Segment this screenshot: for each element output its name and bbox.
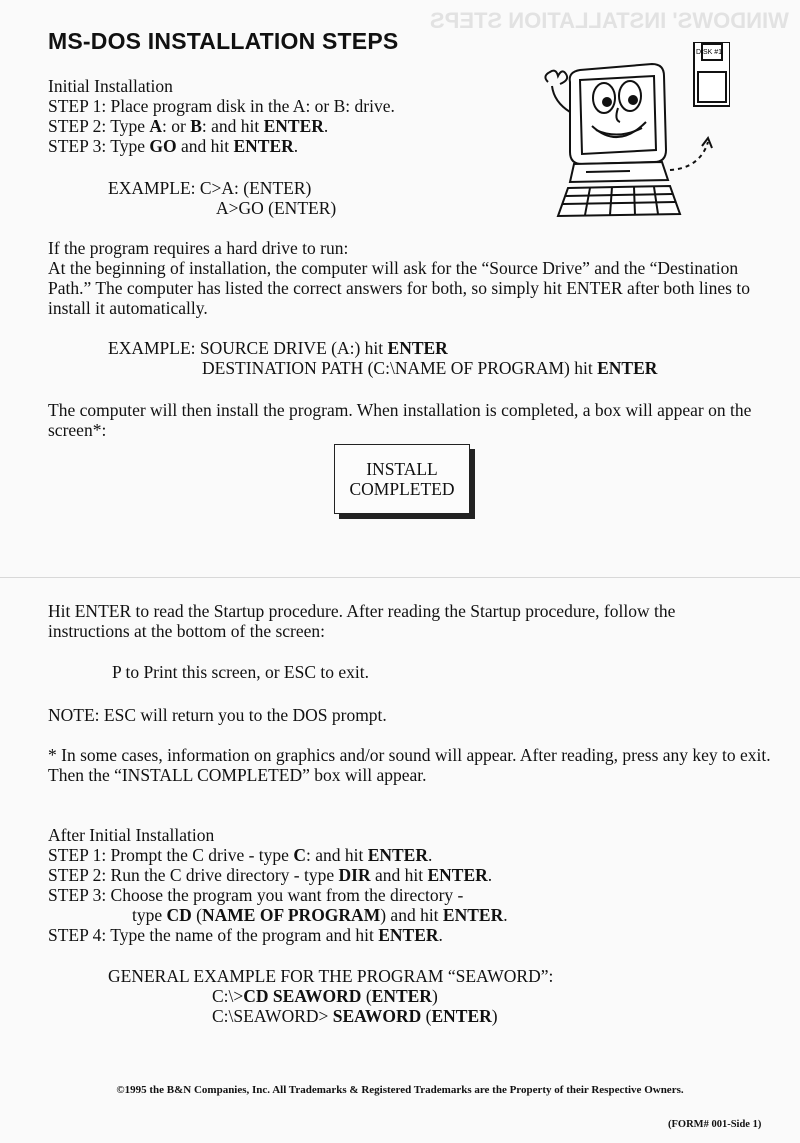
note: NOTE: ESC will return you to the DOS prompt. (48, 705, 387, 725)
initial-installation-block (48, 76, 395, 156)
general-example-line-1: C:\>CD SEAWORD (ENTER) (212, 986, 438, 1006)
after-step-1: STEP 1: Prompt the C drive - type C: and hit ENTER. (48, 845, 433, 865)
general-example-heading: GENERAL EXAMPLE FOR THE PROGRAM “SEAWORD”: (108, 966, 554, 986)
disk-label: DISK #1 (696, 49, 723, 56)
print-instruction: P to Print this screen, or ESC to exit. (112, 662, 369, 682)
install-paragraph: The computer will then install the program. When installation is completed, a box will appear on the screen*: (48, 400, 752, 440)
footnote: * In some cases, information on graphics and/or sound will appear. After reading, press any key to exit. Then the “INSTALL COMPLETED” box will appear. (48, 745, 771, 785)
hard-drive-paragraph: At the beginning of installation, the computer will ask for the “Source Drive” and the “Destination Path.” The computer has listed the correct answers for both, so simply hit ENTER after both lines to install it automatically. (48, 258, 750, 318)
after-heading: After Initial Installation (48, 825, 215, 845)
example-1-line-1: EXAMPLE: C>A: (ENTER) (108, 178, 312, 198)
after-step-2: STEP 2: Run the C drive directory - type DIR and hit ENTER. (48, 865, 493, 885)
example-1-line-2: A>GO (ENTER) (216, 198, 337, 218)
install-completed-box (334, 444, 470, 514)
box-line-1: INSTALL (366, 459, 438, 479)
after-step-4: STEP 4: Type the name of the program and hit ENTER. (48, 925, 443, 945)
initial-step-1: STEP 1: Place program disk in the A: or B: drive. (48, 96, 395, 116)
bleed-through-title: WINDOWS' INSTALLATION STEPS (430, 8, 789, 33)
initial-heading: Initial Installation (48, 76, 173, 96)
copyright-footer: ©1995 the B&N Companies, Inc. All Trademarks & Registered Trademarks are the Property of their Respective Owners. (116, 1084, 684, 1096)
form-number: (FORM# 001-Side 1) (668, 1119, 762, 1130)
example-2-line-2: DESTINATION PATH (C:\NAME OF PROGRAM) hit ENTER (202, 358, 658, 378)
general-example-line-2: C:\SEAWORD> SEAWORD (ENTER) (212, 1006, 498, 1026)
page-title: MS-DOS INSTALLATION STEPS (48, 28, 399, 54)
after-installation-block (48, 825, 508, 945)
hard-drive-intro: If the program requires a hard drive to run: (48, 238, 349, 258)
initial-step-2: STEP 2: Type A: or B: and hit ENTER. (48, 116, 329, 136)
after-step-3-detail: type CD (NAME OF PROGRAM) and hit ENTER. (132, 905, 508, 925)
startup-paragraph: Hit ENTER to read the Startup procedure. After reading the Startup procedure, follow the instructions at the bottom of the screen: (48, 601, 676, 641)
fold-line (0, 577, 800, 578)
initial-step-3: STEP 3: Type GO and hit ENTER. (48, 136, 299, 156)
after-step-3: STEP 3: Choose the program you want from the directory - (48, 885, 464, 905)
example-2-line-1: EXAMPLE: SOURCE DRIVE (A:) hit ENTER (108, 338, 448, 358)
box-line-2: COMPLETED (349, 479, 455, 499)
computer-mascot-illustration (530, 42, 730, 222)
